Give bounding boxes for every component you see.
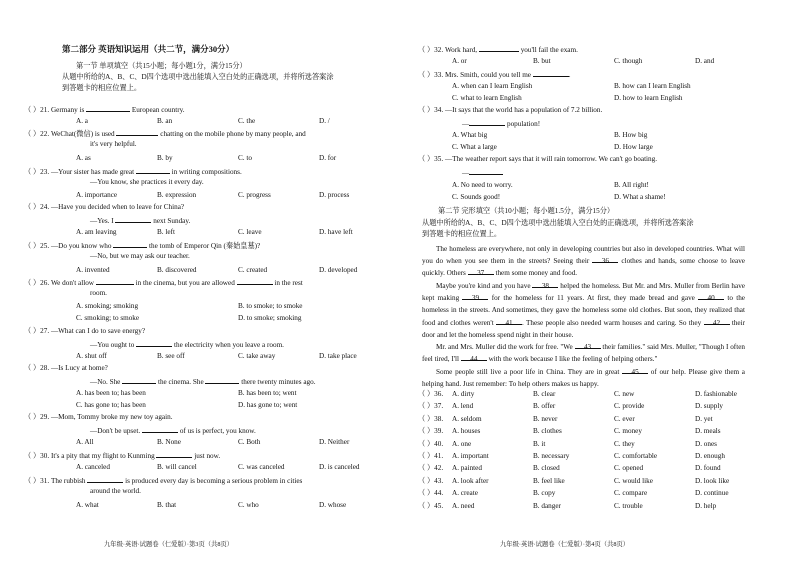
text-segment: just now. [192, 452, 221, 460]
text-segment: （ ）30. It's a pity that my flight to Kunming [24, 452, 157, 460]
cloze-option: D. continue [695, 489, 729, 498]
cloze-blank[interactable]: 44 [461, 353, 487, 361]
q31-option: B. that [157, 501, 177, 509]
q33-option: D. how to learn English [614, 94, 683, 102]
q30-option: D. is canceled [319, 463, 360, 471]
cloze-option: B. danger [533, 501, 561, 510]
text-segment: Maybe you're kind and you have [436, 282, 533, 290]
cloze-option: C. comfortable [614, 452, 658, 460]
text-segment: （ ）31. The rubbish [24, 477, 88, 485]
page-footer-right: 九年级·英语·试题卷（仁爱版）·第4页（共8页） [500, 541, 630, 548]
answer-blank[interactable] [113, 240, 147, 248]
answer-blank[interactable] [205, 376, 239, 384]
question-23-cont: —You know, she practices it every day. [90, 178, 204, 186]
cloze-blank[interactable]: 38 [532, 280, 558, 288]
cloze-option: D. meals [695, 427, 721, 436]
text-segment: in the cinema, but you are allowed [133, 279, 237, 287]
question-28-cont [90, 376, 316, 387]
answer-blank[interactable] [136, 166, 170, 174]
q23-option: B. expression [157, 191, 197, 199]
cloze-paragraph [422, 280, 745, 341]
cloze-question-number: （ ）44. [418, 489, 444, 498]
text-segment: in writing compositions. [169, 168, 242, 176]
answer-blank[interactable] [86, 104, 130, 112]
q35-option: D. What a shame! [614, 193, 666, 201]
q31-option: A. what [76, 501, 99, 509]
question-25 [24, 240, 260, 251]
text-segment: —Yes. I [90, 217, 116, 225]
text-segment: you'll fail the exam. [518, 46, 578, 54]
cloze-option: B. clothes [533, 427, 562, 436]
cloze-paragraph [422, 341, 745, 365]
text-segment: （ ）35. —The weather report says that it will rain tomorrow. We can't go boating. [418, 155, 658, 163]
text-segment: their door and let the homeless spend night in their house. [422, 318, 746, 339]
cloze-option: D. fashionable [695, 390, 737, 398]
q27-option: B. see off [157, 352, 185, 360]
question-32 [418, 44, 578, 55]
q30-option: A. canceled [76, 463, 110, 471]
cloze-option: C. money [614, 427, 642, 436]
cloze-blank[interactable]: 43 [575, 341, 601, 349]
text-segment: chatting on the mobile phone by many people, and [158, 130, 306, 138]
q32-option: D. and [695, 57, 715, 65]
cloze-option: B. copy [533, 489, 556, 498]
cloze-question-number: （ ）40. [418, 439, 444, 448]
cloze-option: C. provide [614, 402, 645, 411]
q21-option: D. / [319, 117, 330, 125]
q25-option: D. developed [319, 266, 358, 274]
cloze-question-number: （ ）42. [418, 464, 444, 473]
cloze-option: A. one [452, 439, 472, 448]
answer-blank[interactable] [96, 277, 134, 285]
q22-option: D. for [319, 154, 337, 162]
q33-option: B. how can I learn English [614, 82, 691, 90]
text-segment: — [462, 120, 470, 128]
cloze-paragraph [422, 243, 745, 280]
q21-option: A. a [76, 117, 88, 125]
q34-option: C. What a large [452, 143, 497, 151]
text-segment: （ ）24. —Have you decided when to leave for China? [24, 203, 185, 211]
text-segment: in the rest [272, 279, 303, 287]
instructions: 到答题卡的相应位置上。 [62, 84, 142, 92]
cloze-option: C. compare [614, 489, 648, 498]
q29-option: A. All [76, 438, 94, 446]
text-segment: （ ）22. WeChat(微信) is used [24, 130, 117, 138]
part-title: 第二部分 英语知识运用（共二节，满分30分） [62, 44, 235, 54]
q27-option: C. take away [238, 352, 276, 360]
q30-option: B. will cancel [157, 463, 197, 471]
cloze-option: B. necessary [533, 452, 570, 460]
cloze-option: D. found [695, 464, 721, 473]
text-segment: Some people still live a poor life in China. They are in great [436, 368, 623, 376]
cloze-blank[interactable]: 42 [704, 317, 730, 325]
q21-option: C. the [238, 117, 256, 125]
question-26 [24, 277, 303, 288]
cloze-option: D. supply [695, 402, 723, 411]
q35-option: C. Sounds good! [452, 193, 501, 201]
cloze-option: D. enough [695, 452, 725, 460]
answer-blank[interactable] [87, 475, 123, 483]
q30-option: C. was canceled [238, 463, 285, 471]
text-segment: Mr. and Mrs. Muller did the work for free. "We [436, 343, 575, 351]
section-title: 第一节 单项填空（共15小题；每小题1分，满分15分） [76, 62, 247, 70]
q26-option: D. to smoke; smoking [238, 314, 302, 322]
text-segment: —Don't be upset. [90, 427, 143, 435]
section-title: 第二节 完形填空（共10小题；每小题1.5分，满分15分） [438, 207, 615, 215]
cloze-option: D. look like [695, 476, 730, 485]
q23-option: C. progress [238, 191, 271, 199]
answer-blank[interactable] [116, 128, 158, 136]
text-segment: helped the homeless. But Mr. and Mrs. Muller from Berlin have kept making [422, 282, 745, 303]
answer-blank[interactable] [469, 118, 505, 126]
q24-option: C. leave [238, 228, 262, 236]
text-segment: is produced every day is becoming a serious problem in cities [123, 477, 303, 485]
question-31 [24, 475, 302, 486]
cloze-option: A. seldom [452, 414, 482, 423]
q25-option: C. created [238, 266, 268, 274]
question-28 [24, 364, 108, 373]
q29-option: B. None [157, 438, 181, 446]
cloze-blank[interactable]: 41 [496, 317, 522, 325]
cloze-option: A. lend [452, 402, 474, 411]
q28-option: D. has gone to; went [238, 401, 298, 409]
cloze-option: C. new [614, 390, 635, 398]
text-segment: population! [505, 120, 541, 128]
question-31-cont: around the world. [90, 487, 141, 495]
q28-option: C. has gone to; has been [76, 401, 146, 409]
text-segment: next Sunday. [151, 217, 191, 225]
cloze-paragraph [422, 366, 745, 390]
answer-blank[interactable] [237, 277, 273, 285]
cloze-option: A. painted [452, 464, 482, 473]
text-segment: to the homeless in the streets. And sometimes, they gave the homeless some old clothes. But soon, they realized that food and clothes weren't [422, 294, 745, 327]
q21-option: B. an [157, 117, 173, 125]
answer-blank[interactable] [115, 215, 151, 223]
q24-option: A. am leaving [76, 228, 117, 236]
cloze-option: B. it [533, 439, 546, 448]
question-30 [24, 450, 220, 461]
cloze-option: A. look after [452, 476, 489, 485]
q22-option: B. by [157, 154, 173, 162]
text-segment: there twenty minutes ago. [239, 378, 316, 386]
text-segment: clothes and hands, some choose to leave quickly. Others [422, 257, 745, 278]
text-segment: with the work because I like the feeling of helping others." [486, 355, 658, 364]
q32-option: B. but [533, 57, 551, 65]
cloze-question-number: （ ）41. [418, 452, 444, 460]
q25-option: B. discovered [157, 266, 197, 274]
answer-blank[interactable] [479, 44, 519, 52]
q28-option: B. has been to; went [238, 389, 297, 397]
cloze-option: A. houses [452, 427, 481, 436]
text-segment: （ ）26. We don't allow [24, 279, 96, 287]
question-33 [418, 69, 571, 80]
text-segment: . [568, 71, 571, 79]
text-segment: of our help. Please give them a helping hand. Just remember: To help others makes us happy. [422, 368, 745, 389]
cloze-option: D. help [695, 501, 717, 510]
q26-option: B. to smoke; to smoke [238, 302, 303, 310]
question-25-cont: —No, but we may ask our teacher. [90, 252, 190, 260]
cloze-question-number: （ ）36. [418, 390, 444, 398]
text-segment: their families." said Mrs. Muller, "Though I often feel tired, I'll [422, 343, 745, 364]
cloze-question-number: （ ）45. [418, 501, 444, 510]
text-segment: （ ）28. —Is Lucy at home? [24, 364, 108, 372]
q29-option: C. Both [238, 438, 261, 446]
cloze-option: B. closed [533, 464, 560, 473]
cloze-blank[interactable]: 36 [592, 255, 618, 263]
q26-option: C. smoking; to smoke [76, 314, 140, 322]
text-segment: （ ）25. —Do you know who [24, 242, 114, 250]
question-34 [418, 106, 602, 115]
question-23 [24, 166, 242, 177]
q32-option: C. though [614, 57, 643, 65]
cloze-option: C. would like [614, 476, 653, 485]
text-segment: （ ）27. —What can I do to save energy? [24, 327, 146, 335]
text-segment: them some money and food. [493, 269, 578, 278]
cloze-blank[interactable]: 45 [622, 366, 648, 374]
question-22 [24, 128, 306, 139]
q24-option: D. have left [319, 228, 353, 236]
cloze-option: B. offer [533, 402, 556, 411]
answer-blank[interactable] [533, 69, 569, 77]
q31-option: D. whose [319, 501, 347, 509]
question-27 [24, 327, 145, 336]
q26-option: A. smoking; smoking [76, 302, 139, 310]
q25-option: A. invented [76, 266, 110, 274]
answer-blank[interactable] [142, 425, 178, 433]
cloze-option: A. dirty [452, 390, 475, 398]
cloze-option: D. yet [695, 414, 713, 423]
q33-option: C. what to learn English [452, 94, 522, 102]
question-35-cont [462, 167, 503, 178]
cloze-question-number: （ ）37. [418, 402, 444, 411]
answer-blank[interactable] [122, 376, 156, 384]
text-segment: —No. She [90, 378, 123, 386]
instructions: 从题中所给的A、B、C、D四个选项中选出能填入空白处的正确选项，并将所选答案涂 [62, 73, 334, 81]
q31-option: C. who [238, 501, 259, 509]
q28-option: A. has been to; has been [76, 389, 146, 397]
q29-option: D. Neither [319, 438, 350, 446]
text-segment: （ ）23. —Your sister has made great [24, 168, 136, 176]
cloze-question-number: （ ）43. [418, 476, 444, 485]
question-29-cont [90, 425, 256, 436]
cloze-option: C. they [614, 439, 635, 448]
text-segment: for the homeless for 11 years. At first, they made bread and gave [488, 294, 699, 303]
answer-blank[interactable] [156, 450, 192, 458]
q23-option: D. process [319, 191, 350, 199]
q34-option: A. What big [452, 131, 488, 139]
q35-option: B. All right! [614, 181, 649, 189]
cloze-question-number: （ ）39. [418, 427, 444, 436]
cloze-blank[interactable]: 40 [698, 292, 724, 300]
instructions: 从题中所给的A、B、C、D四个选项中选出能填入空白处的正确选项，并将所选答案涂 [422, 219, 694, 227]
q27-option: A. shut off [76, 352, 107, 360]
text-segment: — [462, 169, 470, 177]
cloze-option: C. trouble [614, 501, 643, 510]
question-35 [418, 155, 657, 164]
q32-option: A. or [452, 57, 467, 65]
cloze-option: A. need [452, 501, 475, 510]
q27-option: D. take place [319, 352, 357, 360]
q33-option: A. when can I learn English [452, 82, 533, 90]
question-27-cont [90, 339, 284, 350]
text-segment: the electricity when you leave a room. [172, 341, 284, 349]
text-segment: （ ）29. —Mom, Tommy broke my new toy again. [24, 413, 173, 421]
question-29 [24, 413, 173, 422]
cloze-option: D. ones [695, 439, 717, 448]
text-segment: of us is perfect, you know. [178, 427, 256, 435]
cloze-question-number: （ ）38. [418, 414, 444, 423]
answer-blank[interactable] [469, 167, 503, 175]
text-segment: European country. [130, 106, 185, 114]
cloze-option: B. feel like [533, 476, 565, 485]
answer-blank[interactable] [136, 339, 172, 347]
q34-option: D. How large [614, 143, 653, 151]
cloze-blank[interactable]: 37 [468, 267, 494, 275]
question-24 [24, 203, 184, 212]
cloze-option: B. never [533, 414, 558, 423]
cloze-option: A. important [452, 452, 489, 460]
text-segment: The homeless are everywhere, not only in developing countries but also in developed countries. What will you do when you see them in the streets? Seeing their [422, 245, 745, 266]
q34-option: B. How big [614, 131, 648, 139]
q24-option: B. left [157, 228, 175, 236]
question-34-cont [462, 118, 540, 129]
q22-option: C. to [238, 154, 252, 162]
cloze-option: C. opened [614, 464, 644, 473]
page-footer-left: 九年级·英语·试题卷（仁爱版）·第3页（共8页） [104, 541, 234, 548]
q22-option: A. as [76, 154, 91, 162]
question-26-cont: room. [90, 289, 107, 297]
question-21 [24, 104, 185, 115]
question-22-cont: it's very helpful. [90, 140, 137, 148]
instructions: 到答题卡的相应位置上。 [422, 230, 502, 238]
cloze-option: A. create [452, 489, 478, 498]
text-segment: （ ）34. —It says that the world has a population of 7.2 billion. [418, 106, 603, 114]
text-segment: . These people also needed warm houses and caring. So they [522, 318, 704, 327]
text-segment: the cinema. She [156, 378, 206, 386]
q35-option: A. No need to worry. [452, 181, 513, 189]
cloze-blank[interactable]: 39 [462, 292, 488, 300]
text-segment: （ ）21. Germany is [24, 106, 87, 114]
text-segment: （ ）33. Mrs. Smith, could you tell me [418, 71, 533, 79]
q23-option: A. importance [76, 191, 118, 199]
text-segment: the tomb of Emperor Qin (秦始皇墓)? [147, 242, 261, 250]
cloze-option: C. ever [614, 414, 635, 423]
cloze-option: B. clear [533, 390, 556, 398]
text-segment: —You ought to [90, 341, 137, 349]
text-segment: （ ）32. Work hard, [418, 46, 479, 54]
question-24-cont [90, 215, 190, 226]
